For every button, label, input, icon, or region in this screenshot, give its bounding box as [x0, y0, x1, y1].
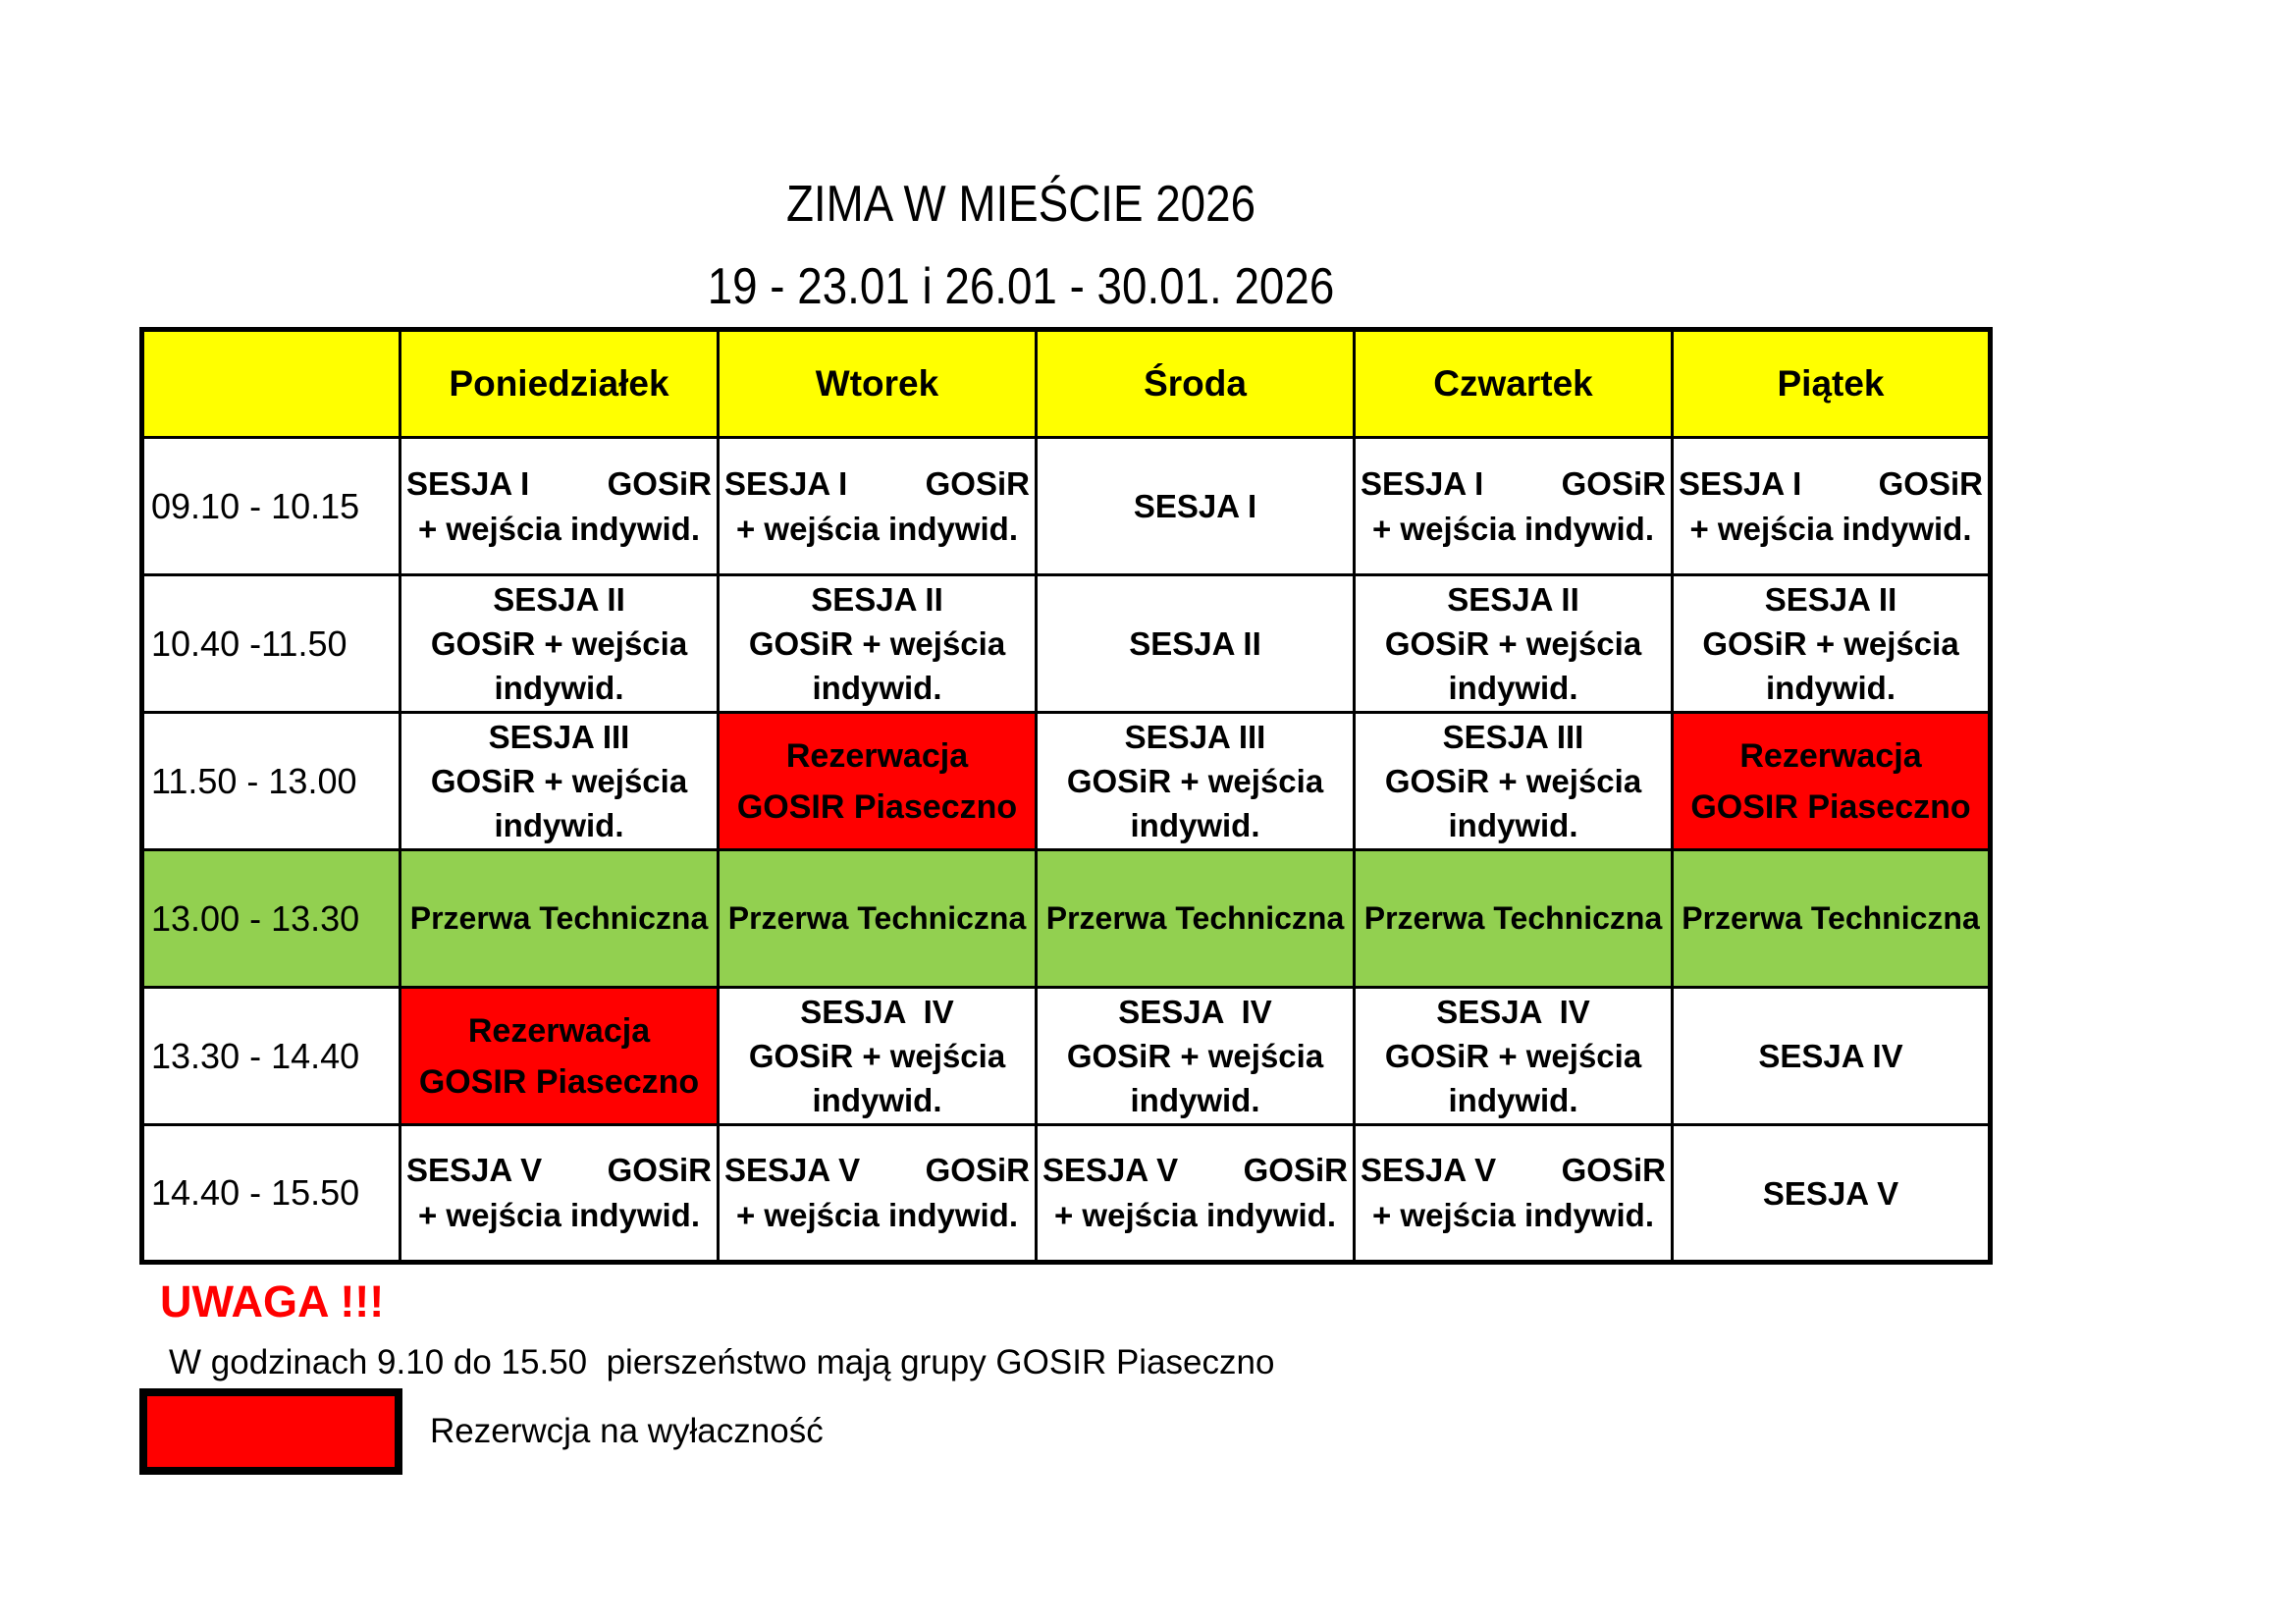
cell-text-left: SESJA V	[1042, 1152, 1179, 1188]
cell-line: GOSiR + wejścia	[1384, 625, 1642, 662]
legend-label: Rezerwcja na wyłaczność	[430, 1412, 824, 1450]
legend	[139, 1388, 824, 1475]
break-cell	[400, 850, 719, 988]
time-cell: 13.00 - 13.30	[142, 850, 400, 988]
priority-note: W godzinach 9.10 do 15.50 pierszeństwo mają grupy GOSIR Piaseczno	[169, 1343, 1275, 1381]
cell-line: GOSiR + wejścia	[1384, 763, 1642, 799]
cell-line: SESJA II	[1129, 625, 1261, 662]
cell-line	[1679, 461, 1983, 507]
schedule-cell	[1037, 988, 1355, 1125]
table-row	[142, 988, 1991, 1125]
cell-line: Rezerwacja	[467, 1011, 651, 1050]
corner-cell	[142, 330, 400, 438]
cell-text-left: SESJA I	[406, 464, 530, 502]
cell-line: Rezerwacja	[1739, 736, 1922, 775]
cell-line: indywid.	[812, 1082, 942, 1118]
schedule-cell	[719, 575, 1037, 713]
schedule-cell	[1037, 713, 1355, 850]
cell-line: + wejścia indywid.	[1053, 1197, 1337, 1233]
schedule-cell	[1037, 438, 1355, 575]
reserved-cell	[1673, 713, 1991, 850]
cell-text-left: SESJA V	[724, 1152, 861, 1188]
time-cell: 13.30 - 14.40	[142, 988, 400, 1125]
schedule-cell	[1673, 575, 1991, 713]
schedule-cell	[400, 1125, 719, 1263]
cell-text-left: SESJA V	[1361, 1152, 1497, 1188]
cell-line	[1361, 461, 1666, 507]
cell-text-right: GOSiR	[1878, 464, 1983, 502]
cell-line: SESJA IV	[1758, 1038, 1903, 1074]
schedule-cell	[1673, 438, 1991, 575]
schedule-cell	[1355, 438, 1673, 575]
cell-line: SESJA I	[1133, 488, 1257, 524]
day-header-poniedzialek: Poniedziałek	[400, 330, 719, 438]
cell-line: SESJA II	[1764, 581, 1897, 618]
cell-line: Przerwa Techniczna	[727, 900, 1027, 936]
time-cell: 09.10 - 10.15	[142, 438, 400, 575]
legend-red-swatch	[139, 1388, 402, 1475]
cell-line: indywid.	[494, 807, 624, 843]
reserved-cell	[400, 988, 719, 1125]
schedule-cell	[400, 438, 719, 575]
cell-line: + wejścia indywid.	[417, 1197, 701, 1233]
cell-line: SESJA III	[1442, 719, 1584, 755]
cell-line: indywid.	[1448, 670, 1578, 706]
cell-line	[1042, 1148, 1348, 1193]
schedule-cell	[1355, 713, 1673, 850]
cell-line: Rezerwacja	[785, 736, 969, 775]
schedule-cell	[1037, 575, 1355, 713]
cell-line: SESJA IV	[1118, 994, 1272, 1030]
cell-line	[724, 1148, 1030, 1193]
cell-text-left: SESJA V	[406, 1152, 543, 1188]
cell-line: SESJA II	[811, 581, 943, 618]
cell-line: indywid.	[812, 670, 942, 706]
cell-text-right: GOSiR	[607, 1152, 712, 1188]
cell-line: indywid.	[1130, 807, 1260, 843]
reserved-cell	[719, 713, 1037, 850]
cell-line: + wejścia indywid.	[1371, 1197, 1655, 1233]
cell-line: SESJA IV	[1436, 994, 1590, 1030]
cell-line: GOSiR + wejścia	[748, 625, 1006, 662]
day-header-row	[142, 330, 1991, 438]
schedule-cell	[400, 575, 719, 713]
schedule-cell	[719, 988, 1037, 1125]
cell-line: GOSiR + wejścia	[1384, 1038, 1642, 1074]
cell-line: + wejścia indywid.	[735, 1197, 1019, 1233]
schedule-cell	[1355, 1125, 1673, 1263]
cell-text-right: GOSiR	[1561, 1152, 1666, 1188]
cell-text-right: GOSiR	[1561, 464, 1666, 502]
cell-line: + wejścia indywid.	[735, 510, 1019, 547]
cell-line: SESJA II	[493, 581, 625, 618]
cell-line: GOSiR + wejścia	[1066, 763, 1324, 799]
schedule-cell	[719, 438, 1037, 575]
cell-line: indywid.	[1130, 1082, 1260, 1118]
cell-line: SESJA IV	[800, 994, 954, 1030]
cell-line	[406, 1148, 712, 1193]
cell-line: Przerwa Techniczna	[1045, 900, 1345, 936]
cell-line: + wejścia indywid.	[1689, 510, 1972, 547]
cell-line: indywid.	[494, 670, 624, 706]
schedule-cell	[1037, 1125, 1355, 1263]
cell-text-right: GOSiR	[925, 1152, 1030, 1188]
cell-line: Przerwa Techniczna	[1682, 900, 1980, 936]
table-row	[142, 850, 1991, 988]
cell-line: GOSIR Piaseczno	[418, 1062, 700, 1101]
cell-line: GOSIR Piaseczno	[1690, 787, 1971, 826]
cell-line	[406, 461, 712, 507]
break-cell	[719, 850, 1037, 988]
cell-line: GOSiR + wejścia	[430, 625, 688, 662]
cell-line: + wejścia indywid.	[417, 510, 701, 547]
time-cell: 10.40 -11.50	[142, 575, 400, 713]
cell-line: indywid.	[1448, 1082, 1578, 1118]
cell-line: GOSiR + wejścia	[1066, 1038, 1324, 1074]
cell-line: GOSiR + wejścia	[430, 763, 688, 799]
table-row	[142, 438, 1991, 575]
day-header-czwartek: Czwartek	[1355, 330, 1673, 438]
break-cell	[1673, 850, 1991, 988]
page-title: ZIMA W MIEŚCIE 2026	[785, 176, 1256, 233]
break-cell	[1355, 850, 1673, 988]
day-header-piatek: Piątek	[1673, 330, 1991, 438]
schedule-cell	[400, 713, 719, 850]
time-cell: 11.50 - 13.00	[142, 713, 400, 850]
schedule-cell	[1355, 988, 1673, 1125]
cell-line: indywid.	[1448, 807, 1578, 843]
cell-line: Przerwa Techniczna	[1363, 900, 1663, 936]
cell-line: SESJA III	[488, 719, 630, 755]
cell-text-right: GOSiR	[1243, 1152, 1348, 1188]
cell-text-right: GOSiR	[925, 464, 1030, 502]
cell-line: GOSiR + wejścia	[1702, 625, 1959, 662]
cell-line	[1361, 1148, 1666, 1193]
day-header-wtorek: Wtorek	[719, 330, 1037, 438]
warning-heading: UWAGA !!!	[160, 1276, 385, 1326]
cell-line: SESJA V	[1762, 1174, 1899, 1212]
cell-line: GOSIR Piaseczno	[736, 787, 1018, 826]
table-row	[142, 713, 1991, 850]
break-cell	[1037, 850, 1355, 988]
cell-line	[724, 461, 1030, 507]
page-subtitle-dates: 19 - 23.01 i 26.01 - 30.01. 2026	[707, 258, 1335, 315]
schedule-cell	[1355, 575, 1673, 713]
table-row	[142, 575, 1991, 713]
cell-line: SESJA II	[1447, 581, 1579, 618]
cell-line: SESJA III	[1124, 719, 1266, 755]
cell-line: + wejścia indywid.	[1371, 510, 1655, 547]
cell-text-left: SESJA I	[1361, 464, 1484, 502]
table-row	[142, 1125, 1991, 1263]
cell-text-left: SESJA I	[1679, 464, 1802, 502]
schedule-table	[139, 327, 1993, 1265]
day-header-sroda: Środa	[1037, 330, 1355, 438]
time-cell: 14.40 - 15.50	[142, 1125, 400, 1263]
cell-text-right: GOSiR	[607, 464, 712, 502]
schedule-cell	[719, 1125, 1037, 1263]
cell-line: Przerwa Techniczna	[409, 900, 709, 936]
schedule-cell	[1673, 988, 1991, 1125]
cell-text-left: SESJA I	[724, 464, 848, 502]
schedule-cell	[1673, 1125, 1991, 1263]
cell-line: GOSiR + wejścia	[748, 1038, 1006, 1074]
cell-line: indywid.	[1766, 670, 1896, 706]
